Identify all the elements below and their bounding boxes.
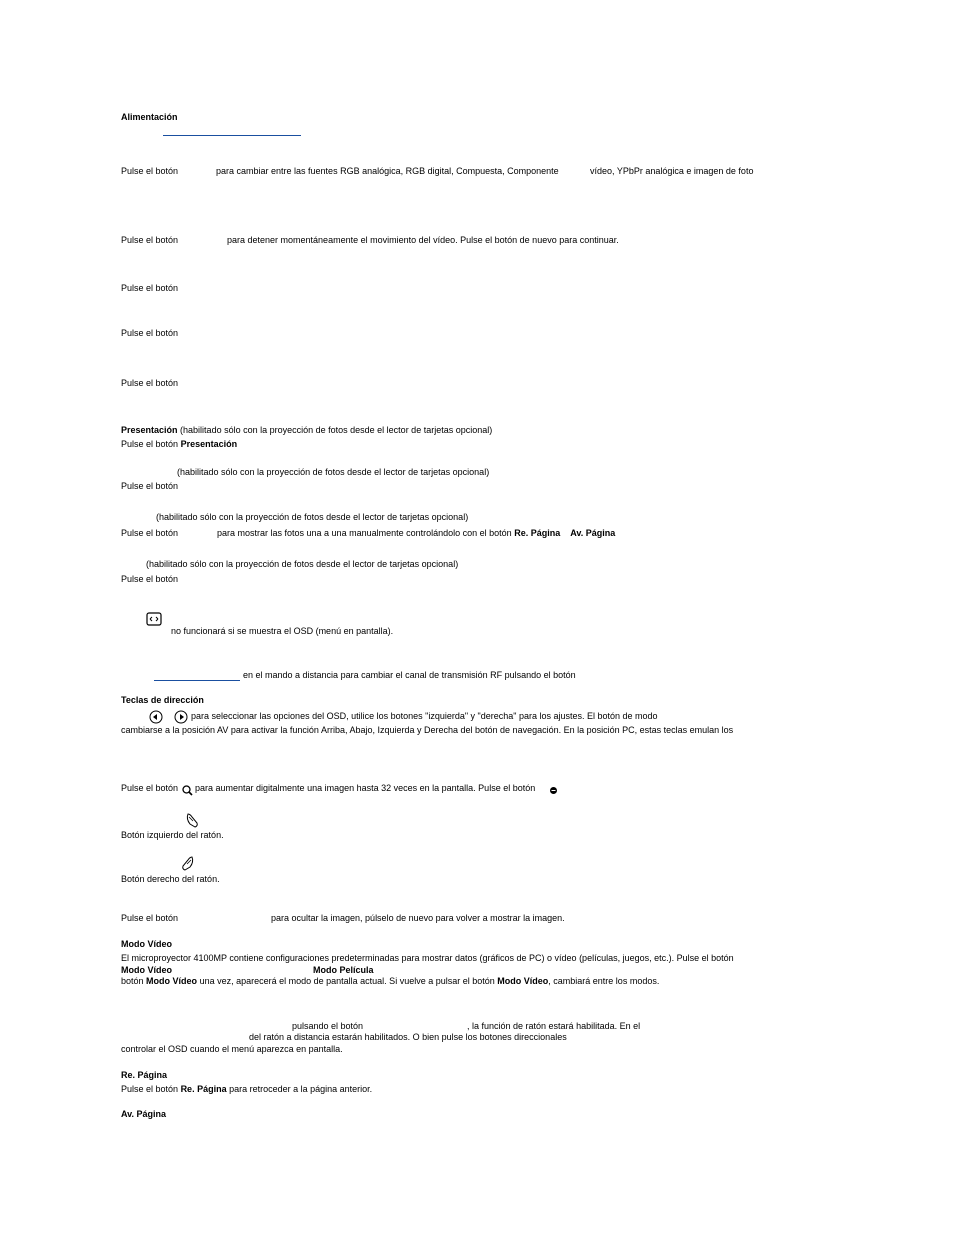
- plain-line-2: Pulse el botón: [121, 328, 179, 338]
- modo-video-l3d: Modo Vídeo: [497, 976, 549, 986]
- modo-video-l3b: Modo Vídeo: [146, 976, 198, 986]
- rf-text: en el mando a distancia para cambiar el canal de transmisión RF pulsando el botón: [243, 670, 576, 680]
- av-pagina-heading: Av. Página: [121, 1109, 167, 1119]
- screen-icon: [146, 612, 162, 626]
- modo-video-line-3: [121, 976, 659, 987]
- zoom-in-icon: [182, 785, 193, 796]
- re-pagina-text: para retroceder a la página anterior.: [229, 1084, 373, 1094]
- plain-line-1: Pulse el botón: [121, 283, 179, 293]
- zoom-text: para aumentar digitalmente una imagen hasta 32 veces en la pantalla. Pulse el botón: [195, 783, 536, 793]
- presentacion-line: [121, 439, 237, 450]
- modo-video-line-1: El microproyector 4100MP contiene configuraciones predeterminadas para mostrar datos (gráficos de PC) o vídeo (películas, juegos, etc.). Pulse el botón: [121, 953, 734, 963]
- left-arrow-icon: [149, 710, 163, 724]
- mouse-mode-t4: controlar el OSD cuando el menú aparezca en pantalla.: [121, 1044, 343, 1054]
- freeze-prefix: Pulse el botón: [121, 235, 179, 245]
- modo-video-l3e: , cambiará entre los modos.: [548, 976, 660, 986]
- hide-text: para ocultar la imagen, púlselo de nuevo para volver a mostrar la imagen.: [271, 913, 565, 923]
- re-pagina-line: [121, 1084, 372, 1095]
- mouse-mode-t3: del ratón a distancia estarán habilitados. O bien pulse los botones direccionales: [249, 1032, 567, 1042]
- source-prefix: Pulse el botón: [121, 166, 179, 176]
- presentacion-prefix: Pulse el botón: [121, 439, 179, 449]
- teclas-line-2: cambiarse a la posición AV para activar la función Arriba, Abajo, Izquierda y Derecha del botón de navegación. En la posición PC, estas teclas emulan los: [121, 725, 734, 735]
- item2-note: (habilitado sólo con la proyección de fotos desde el lector de tarjetas opcional): [177, 467, 490, 477]
- modo-video-bold-1: Modo Vídeo: [121, 965, 172, 975]
- alimentacion-link[interactable]: [163, 135, 301, 136]
- item2-prefix: Pulse el botón: [121, 481, 179, 491]
- source-text: para cambiar entre las fuentes RGB analógica, RGB digital, Compuesta, Componente: [216, 166, 559, 176]
- item4-note: (habilitado sólo con la proyección de fotos desde el lector de tarjetas opcional): [146, 559, 459, 569]
- heading-alimentacion: Alimentación: [121, 112, 178, 122]
- teclas-heading: Teclas de dirección: [121, 695, 204, 705]
- zoom-prefix: Pulse el botón: [121, 783, 179, 793]
- mouse-right-icon: [180, 855, 195, 872]
- re-pagina-prefix: Pulse el botón: [121, 1084, 179, 1094]
- item3-bold-2: Av. Página: [570, 528, 616, 538]
- item3-bold-1: Re. Página: [514, 528, 561, 538]
- freeze-text: para detener momentáneamente el movimiento del vídeo. Pulse el botón de nuevo para continuar.: [227, 235, 619, 245]
- presentacion-bold: Presentación: [180, 439, 238, 449]
- hide-prefix: Pulse el botón: [121, 913, 179, 923]
- mouse-mode-t2: , la función de ratón estará habilitada. En el: [467, 1021, 641, 1031]
- re-pagina-heading: Re. Página: [121, 1070, 168, 1080]
- item4-prefix: Pulse el botón: [121, 574, 179, 584]
- rf-link[interactable]: [154, 680, 240, 681]
- modo-video-l3a: botón: [121, 976, 144, 986]
- teclas-line-1: para seleccionar las opciones del OSD, utilice los botones "izquierda" y "derecha" para los ajustes. El botón de modo: [191, 711, 658, 721]
- re-pagina-bold: Re. Página: [180, 1084, 227, 1094]
- presentacion-heading-line: [121, 425, 492, 436]
- item3-prefix: Pulse el botón: [121, 528, 179, 538]
- modo-video-heading: Modo Vídeo: [121, 939, 172, 949]
- osd-note: no funcionará si se muestra el OSD (menú en pantalla).: [171, 626, 394, 636]
- plain-line-3: Pulse el botón: [121, 378, 179, 388]
- zoom-out-icon: [549, 786, 558, 795]
- mouse-left-icon: [185, 812, 200, 829]
- presentacion-heading: Presentación: [121, 425, 178, 435]
- item3-text-line: [217, 528, 615, 539]
- item3-text: para mostrar las fotos una a una manualmente controlándolo con el botón: [217, 528, 512, 538]
- mouse-right-text: Botón derecho del ratón.: [121, 874, 220, 884]
- modo-video-l3c: una vez, aparecerá el modo de pantalla actual. Si vuelve a pulsar el botón: [199, 976, 495, 986]
- mouse-left-text: Botón izquierdo del ratón.: [121, 830, 224, 840]
- source-text-2: vídeo, YPbPr analógica e imagen de foto: [590, 166, 754, 176]
- item3-note: (habilitado sólo con la proyección de fotos desde el lector de tarjetas opcional): [156, 512, 469, 522]
- right-arrow-icon: [174, 710, 188, 724]
- mouse-mode-t1: pulsando el botón: [292, 1021, 364, 1031]
- modo-video-bold-2: Modo Película: [313, 965, 374, 975]
- presentacion-note: (habilitado sólo con la proyección de fotos desde el lector de tarjetas opcional): [180, 425, 493, 435]
